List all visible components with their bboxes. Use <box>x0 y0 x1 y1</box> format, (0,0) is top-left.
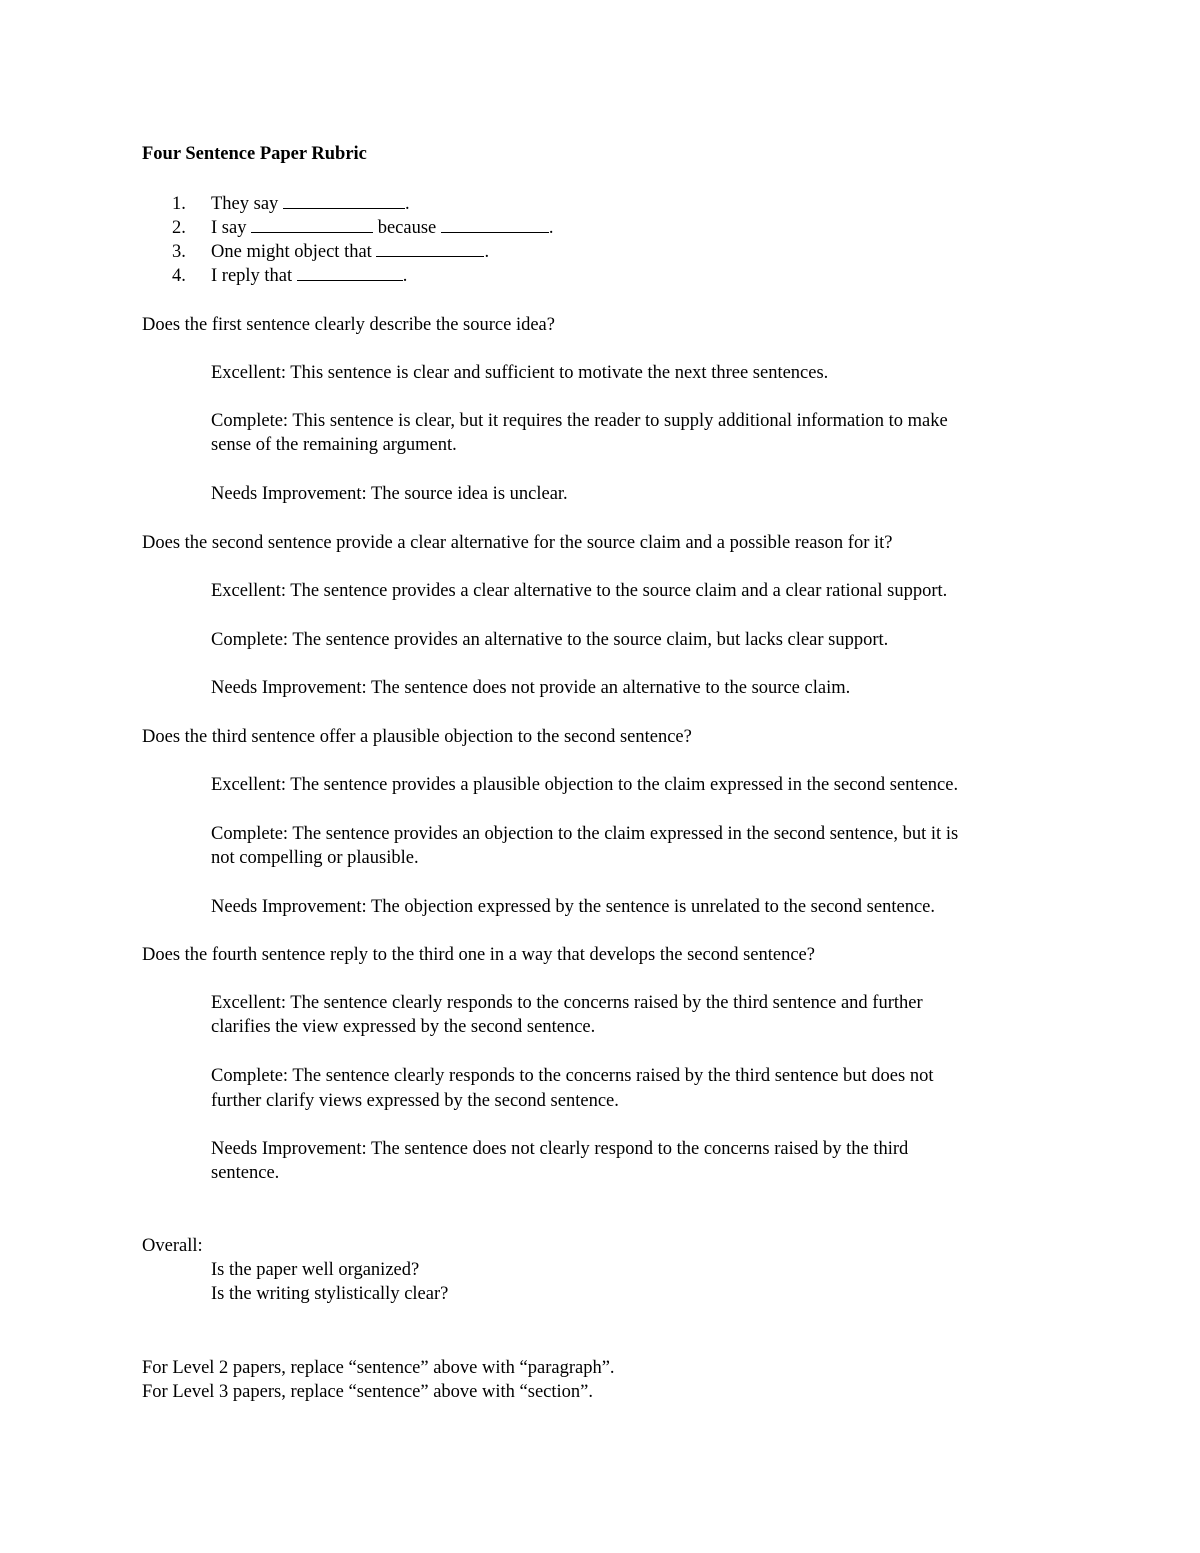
list-item-text: One might object that . <box>211 242 490 262</box>
q4-excellent-line-2: clarifies the view expressed by the second sentence. <box>211 1017 596 1037</box>
q1-excellent: Excellent: This sentence is clear and sufficient to motivate the next three sentences. <box>211 363 829 383</box>
overall-item: Is the writing stylistically clear? <box>211 1284 449 1304</box>
q3-excellent: Excellent: The sentence provides a plausible objection to the claim expressed in the second sentence. <box>211 775 959 795</box>
list-item <box>172 192 186 216</box>
overall-label: Overall: <box>142 1236 203 1256</box>
list-item <box>172 216 186 240</box>
fill-in-blank <box>251 216 373 233</box>
question-1: Does the first sentence clearly describe the source idea? <box>142 315 555 335</box>
fill-in-blank <box>283 192 405 209</box>
q3-complete-line-2: not compelling or plausible. <box>211 848 419 868</box>
question-4: Does the fourth sentence reply to the third one in a way that develops the second sentence? <box>142 945 815 965</box>
list-number: 3. <box>172 242 186 262</box>
q1-complete-line-1: Complete: This sentence is clear, but it requires the reader to supply additional information to make <box>211 411 948 431</box>
fill-in-blank <box>441 216 549 233</box>
q4-needs-improvement-line-2: sentence. <box>211 1163 280 1183</box>
q1-complete-line-2: sense of the remaining argument. <box>211 435 457 455</box>
q1-needs-improvement: Needs Improvement: The source idea is unclear. <box>211 484 568 504</box>
q4-complete-line-2: further clarify views expressed by the second sentence. <box>211 1091 619 1111</box>
q3-complete-line-1: Complete: The sentence provides an objection to the claim expressed in the second sentence, but it is <box>211 824 959 844</box>
q2-complete: Complete: The sentence provides an alternative to the source claim, but lacks clear support. <box>211 630 889 650</box>
list-item <box>172 264 186 288</box>
question-2: Does the second sentence provide a clear alternative for the source claim and a possible reason for it? <box>142 533 893 553</box>
list-item <box>172 240 186 264</box>
question-3: Does the third sentence offer a plausible objection to the second sentence? <box>142 727 692 747</box>
list-number: 1. <box>172 194 186 214</box>
q2-excellent: Excellent: The sentence provides a clear alternative to the source claim and a clear rational support. <box>211 581 948 601</box>
q2-needs-improvement: Needs Improvement: The sentence does not provide an alternative to the source claim. <box>211 678 851 698</box>
list-item-text: I reply that . <box>211 266 408 286</box>
level-note: For Level 3 papers, replace “sentence” above with “section”. <box>142 1382 593 1402</box>
fill-in-blank <box>297 264 403 281</box>
list-number: 4. <box>172 266 186 286</box>
q3-needs-improvement: Needs Improvement: The objection expressed by the sentence is unrelated to the second sentence. <box>211 897 935 917</box>
overall-item: Is the paper well organized? <box>211 1260 420 1280</box>
q4-excellent-line-1: Excellent: The sentence clearly responds to the concerns raised by the third sentence and further <box>211 993 923 1013</box>
document-title: Four Sentence Paper Rubric <box>142 144 367 164</box>
list-item-text: I say because . <box>211 218 554 238</box>
level-note: For Level 2 papers, replace “sentence” above with “paragraph”. <box>142 1358 615 1378</box>
q4-complete-line-1: Complete: The sentence clearly responds to the concerns raised by the third sentence but does not <box>211 1066 934 1086</box>
list-item-text: They say . <box>211 194 410 214</box>
list-number: 2. <box>172 218 186 238</box>
q4-needs-improvement-line-1: Needs Improvement: The sentence does not clearly respond to the concerns raised by the third <box>211 1139 909 1159</box>
fill-in-blank <box>376 240 484 257</box>
